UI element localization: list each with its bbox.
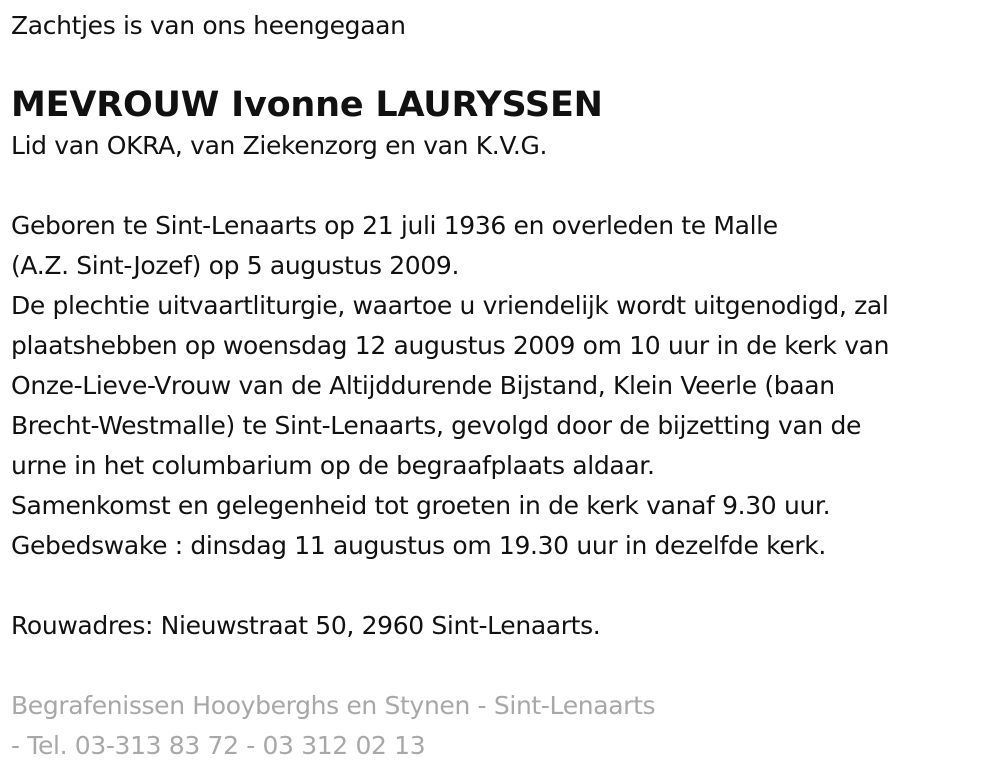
- funeral-home: [11, 686, 991, 766]
- death-notice: [11, 6, 991, 766]
- address-line: Rouwadres: Nieuwstraat 50, 2960 Sint-Lenaarts.: [11, 611, 601, 640]
- body-line: plaatshebben op woensdag 12 augustus 2009 om 10 uur in de kerk van: [11, 331, 890, 360]
- body-line: (A.Z. Sint-Jozef) op 5 augustus 2009.: [11, 251, 460, 280]
- body-line: De plechtie uitvaartliturgie, waartoe u vriendelijk wordt uitgenodigd, zal: [11, 291, 889, 320]
- opening-line: Zachtjes is van ons heengegaan: [11, 11, 406, 40]
- body-line: Gebedswake : dinsdag 11 augustus om 19.30 uur in dezelfde kerk.: [11, 531, 826, 560]
- notice-body: [11, 206, 991, 566]
- funeral-home-phone: - Tel. 03-313 83 72 - 03 312 02 13: [11, 731, 426, 760]
- deceased-name: MEVROUW Ivonne LAURYSSEN: [11, 85, 603, 125]
- body-line: Geboren te Sint-Lenaarts op 21 juli 1936 en overleden te Malle: [11, 211, 778, 240]
- body-line: Brecht-Westmalle) te Sint-Lenaarts, gevolgd door de bijzetting van de: [11, 411, 862, 440]
- memberships-line: Lid van OKRA, van Ziekenzorg en van K.V.G.: [11, 131, 548, 160]
- body-line: Samenkomst en gelegenheid tot groeten in de kerk vanaf 9.30 uur.: [11, 491, 831, 520]
- body-line: Onze-Lieve-Vrouw van de Altijddurende Bijstand, Klein Veerle (baan: [11, 371, 835, 400]
- body-line: urne in het columbarium op de begraafplaats aldaar.: [11, 451, 655, 480]
- mourning-address: [11, 606, 991, 646]
- funeral-home-name: Begrafenissen Hooyberghs en Stynen - Sint-Lenaarts: [11, 691, 656, 720]
